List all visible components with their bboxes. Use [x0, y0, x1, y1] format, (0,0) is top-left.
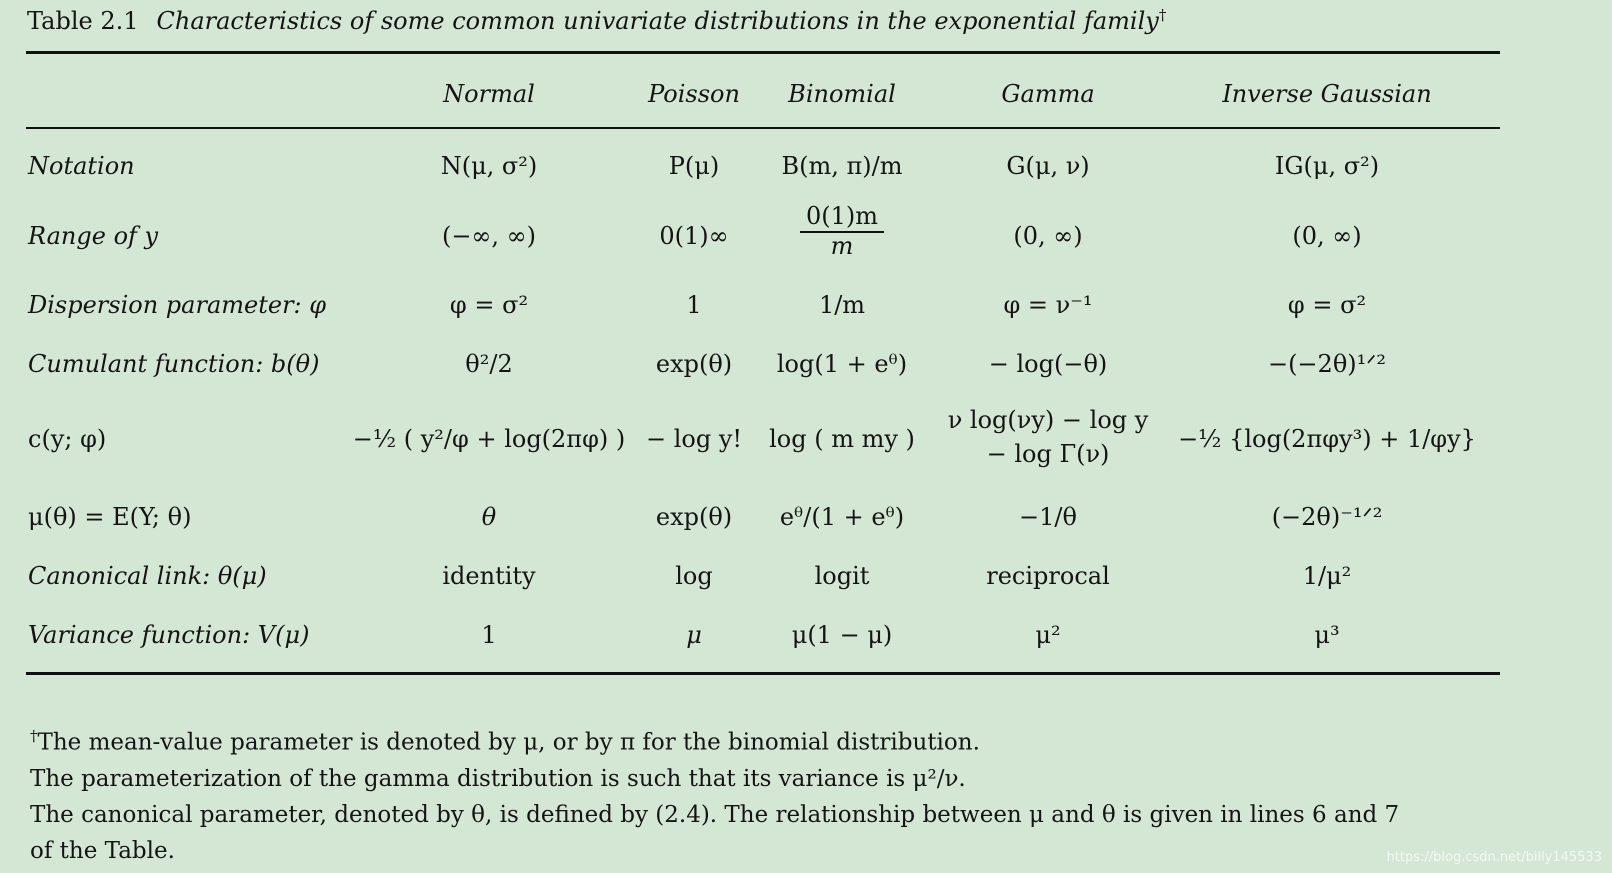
- cell-dispersion-normal: φ = σ²: [449, 291, 529, 319]
- cell-c-gamma-line1: ν log(νy) − log y: [947, 406, 1149, 434]
- cell-range-normal: (−∞, ∞): [441, 222, 537, 250]
- cell-cumulant-poisson: exp(θ): [655, 350, 733, 378]
- cell-cumulant-normal: θ²/2: [465, 350, 513, 378]
- top-rule: [26, 51, 1500, 54]
- dagger-mark: †: [1158, 6, 1167, 24]
- range-binomial-fraction: [800, 203, 884, 260]
- cell-dispersion-poisson: 1: [686, 291, 702, 319]
- cell-dispersion-binomial: 1/m: [818, 291, 866, 319]
- cell-variance-binomial: μ(1 − μ): [791, 621, 893, 649]
- row-label-canonical-link: Canonical link: θ(μ): [28, 562, 267, 590]
- header-rule: [26, 127, 1500, 129]
- cell-c-normal: −½ ( y²/φ + log(2πφ) ): [352, 425, 626, 453]
- cell-range-gamma: (0, ∞): [1013, 222, 1083, 250]
- cell-mean-poisson: exp(θ): [655, 503, 733, 531]
- cell-c-poisson: − log y!: [645, 425, 743, 453]
- cell-mean-gamma: −1/θ: [1019, 503, 1077, 531]
- cell-mean-binomial: eᶿ/(1 + eᶿ): [779, 503, 905, 531]
- cell-link-normal: identity: [442, 562, 536, 590]
- cell-cumulant-gamma: − log(−θ): [988, 350, 1108, 378]
- table-caption: [27, 6, 1166, 35]
- col-header-gamma: Gamma: [1001, 80, 1095, 108]
- cell-link-inverse-gaussian: 1/μ²: [1302, 562, 1352, 590]
- col-header-inverse-gaussian: Inverse Gaussian: [1222, 80, 1432, 108]
- table-title: Characteristics of some common univariate distributions in the exponential family: [156, 7, 1159, 35]
- row-label-cumulant: Cumulant function: b(θ): [28, 350, 320, 378]
- row-label-dispersion: Dispersion parameter: φ: [28, 291, 327, 319]
- footnote-dagger: †: [30, 727, 38, 745]
- cell-c-binomial: log ( m my ): [769, 425, 915, 453]
- row-label-mean: μ(θ) = E(Y; θ): [28, 503, 192, 531]
- footnote-line-1: †The mean-value parameter is denoted by μ, or by π for the binomial distribution.: [30, 727, 980, 756]
- footnote-line-2: The parameterization of the gamma distribution is such that its variance is μ²/ν.: [30, 765, 966, 792]
- cell-notation-poisson: P(μ): [668, 152, 720, 180]
- row-label-c-function: c(y; φ): [28, 425, 107, 453]
- cell-c-gamma-line2: − log Γ(ν): [986, 440, 1110, 468]
- footnote-line-4: of the Table.: [30, 837, 175, 864]
- cell-dispersion-inverse-gaussian: φ = σ²: [1287, 291, 1367, 319]
- cell-range-poisson: 0(1)∞: [659, 222, 729, 250]
- table-number: Table 2.1: [27, 7, 139, 35]
- table-footnote: [30, 718, 1530, 869]
- cell-cumulant-binomial: log(1 + eᶿ): [776, 350, 908, 378]
- cell-mean-inverse-gaussian: (−2θ)⁻¹ᐟ²: [1271, 503, 1383, 531]
- cell-notation-binomial: B(m, π)/m: [781, 152, 903, 180]
- cell-notation-gamma: G(μ, ν): [1006, 152, 1090, 180]
- row-label-variance: Variance function: V(μ): [28, 621, 310, 649]
- bottom-rule: [26, 672, 1500, 675]
- cell-cumulant-inverse-gaussian: −(−2θ)¹ᐟ²: [1267, 350, 1387, 378]
- cell-variance-gamma: μ²: [1035, 621, 1061, 649]
- fraction-numerator: 0(1)m: [800, 203, 884, 233]
- cell-range-binomial: [800, 203, 884, 260]
- cell-range-inverse-gaussian: (0, ∞): [1292, 222, 1362, 250]
- cell-notation-inverse-gaussian: IG(μ, σ²): [1274, 152, 1380, 180]
- cell-link-binomial: logit: [814, 562, 870, 590]
- watermark: https://blog.csdn.net/billy145533: [1386, 850, 1602, 865]
- fraction-denominator: m: [830, 231, 854, 260]
- row-label-notation: Notation: [28, 152, 135, 180]
- cell-link-poisson: log: [675, 562, 713, 590]
- footnote-line-3: The canonical parameter, denoted by θ, is defined by (2.4). The relationship between μ and θ is given in lines 6 and 7: [30, 801, 1400, 828]
- cell-c-inverse-gaussian: −½ {log(2πφy³) + 1/φy}: [1178, 425, 1476, 453]
- cell-link-gamma: reciprocal: [986, 562, 1110, 590]
- col-header-poisson: Poisson: [648, 80, 740, 108]
- cell-notation-normal: N(μ, σ²): [440, 152, 538, 180]
- row-label-range: Range of y: [28, 222, 159, 250]
- col-header-normal: Normal: [443, 80, 535, 108]
- cell-mean-normal: θ: [481, 503, 497, 531]
- col-header-binomial: Binomial: [788, 80, 896, 108]
- cell-variance-poisson: μ: [686, 621, 702, 649]
- cell-variance-normal: 1: [481, 621, 497, 649]
- cell-dispersion-gamma: φ = ν⁻¹: [1003, 291, 1093, 319]
- cell-variance-inverse-gaussian: μ³: [1314, 621, 1340, 649]
